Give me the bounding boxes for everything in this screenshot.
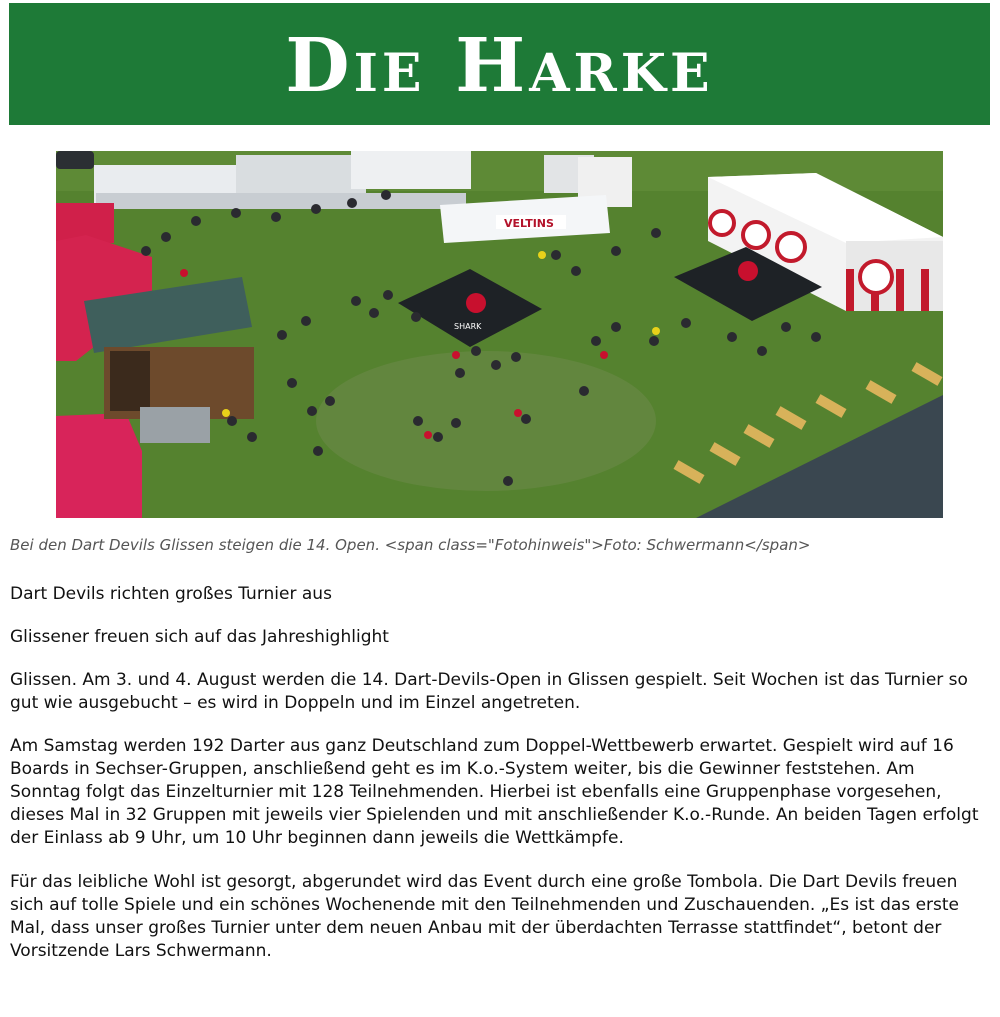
canopy-label-1: SHARK [454,322,482,331]
article-paragraph: Am Samstag werden 192 Darter aus ganz Deutschland zum Doppel-Wettbewerb erwartet. Gespielt wird auf 16 Boards in Sechser-Gruppen, anschließend geht es im K.o.-System weiter, bis die Gewinner feststehen. Am Sonntag folgt das Einzelturnier mit 128 Teilnehmenden. Hierbei ist ebenfalls eine Gruppenphase vorgesehen, dieses Mal in 32 Gruppen mit jeweils vier Spielenden und mit anschließender K.o.-Runde. An beiden Tagen erfolgt der Einlass ab 9 Uhr, um 10 Uhr beginnen dann jeweils die Wettkämpfe. [10,736,979,848]
article-title: Dart Devils richten großes Turnier aus [10,584,332,604]
newspaper-logo: Die Harke [285,23,714,109]
veltins-label: VELTINS [504,217,554,230]
event-photo-illustration [56,151,943,518]
photo-caption: Bei den Dart Devils Glissen steigen die 14. Open. <span class="Fotohinweis">Foto: Schwermann</span> [10,536,811,554]
article-paragraph: Für das leibliche Wohl ist gesorgt, abgerundet wird das Event durch eine große Tombola. Die Dart Devils freuen sich auf tolle Spiele und ein schönes Wochenende mit den Teilnehmenden und Zuschauenden. „Es ist das erste Mal, dass unser großes Turnier unter dem neuen Anbau mit der überdachten Terrasse stattfindet“, betont der Vorsitzende Lars Schwermann. [10,872,960,961]
masthead [9,3,990,125]
article-subtitle: Glissener freuen sich auf das Jahreshighlight [10,627,389,647]
article-paragraph: Glissen. Am 3. und 4. August werden die 14. Dart-Devils-Open in Glissen gespielt. Seit Wochen ist das Turnier so gut wie ausgebucht – es wird in Doppeln und im Einzel angetreten. [10,670,968,713]
article-photo [56,151,943,518]
